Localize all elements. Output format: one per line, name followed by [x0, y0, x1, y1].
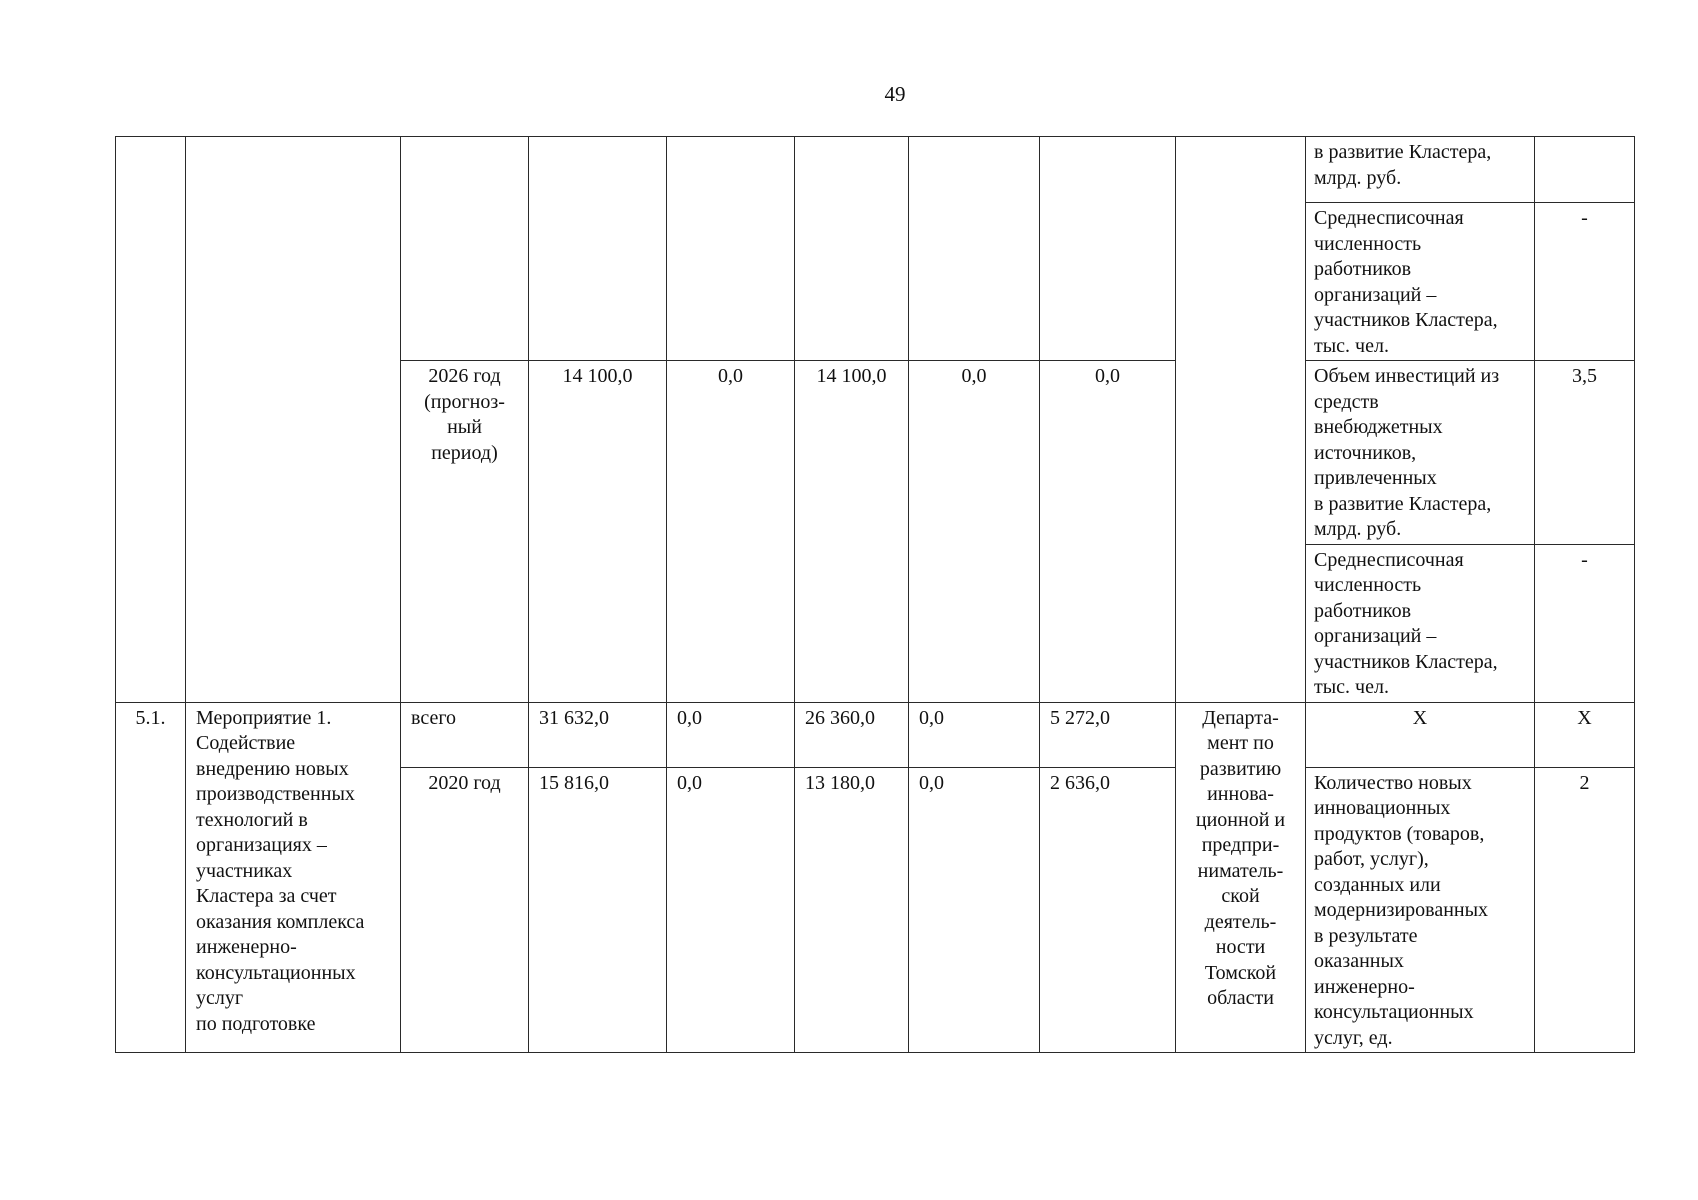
indicator-text: продуктов (товаров,: [1314, 822, 1485, 845]
indicator-text: численность: [1314, 232, 1422, 255]
cell-target: -: [1535, 544, 1635, 702]
cell-number: 5.1.: [116, 702, 186, 1053]
cell-total: 15 816,0: [529, 767, 667, 1053]
indicator-text: модернизированных: [1314, 899, 1489, 921]
name-text: по подготовке: [196, 1012, 316, 1035]
cell-indicator: [1306, 767, 1535, 1053]
cell-target: Х: [1535, 702, 1635, 767]
table-row: [116, 137, 1635, 203]
cell-period: [401, 361, 529, 703]
cell-federal: 0,0: [667, 702, 795, 767]
name-text: организациях –: [196, 834, 327, 856]
cell-local: 0,0: [909, 767, 1040, 1053]
indicator-text: Среднесписочная: [1314, 548, 1464, 571]
cell-local-cont: [909, 137, 1040, 361]
indicator-text: внебюджетных: [1314, 416, 1443, 438]
indicator-text: численность: [1314, 574, 1422, 596]
indicator-text: участников Кластера,: [1314, 650, 1498, 673]
indicator-text: консультационных: [1314, 1001, 1474, 1023]
cell-indicator: [1306, 137, 1535, 203]
cell-total-cont: [529, 137, 667, 361]
cell-indicator: [1306, 544, 1535, 702]
executor-text: Департа-: [1202, 706, 1279, 729]
cell-indicator: [1306, 203, 1535, 361]
cell-regional-cont: [795, 137, 909, 361]
executor-text: Томской: [1204, 961, 1277, 984]
cell-name: [186, 702, 401, 1053]
cell-indicator: [1306, 361, 1535, 545]
cell-total: 31 632,0: [529, 702, 667, 767]
period-text: (прогноз-: [424, 390, 505, 413]
indicator-text: тыс. чел.: [1314, 676, 1389, 698]
cell-extra: 5 272,0: [1040, 702, 1176, 767]
cell-period-cont: [401, 137, 529, 361]
indicator-text: работников: [1314, 599, 1412, 622]
indicator-text: в результате: [1314, 924, 1418, 947]
indicator-text: работников: [1314, 258, 1412, 280]
indicator-text: работ, услуг),: [1314, 848, 1429, 870]
cell-local: 0,0: [909, 702, 1040, 767]
indicator-text: в развитие Кластера,: [1314, 492, 1492, 515]
period-text: период): [431, 441, 498, 464]
cell-extra: 0,0: [1040, 361, 1176, 703]
cell-target: 3,5: [1535, 361, 1635, 545]
name-text: Мероприятие 1.: [196, 706, 332, 729]
cell-target: [1535, 137, 1635, 203]
name-text: технологий в: [196, 808, 308, 831]
cell-federal: 0,0: [667, 767, 795, 1053]
cell-total: 14 100,0: [529, 361, 667, 703]
indicator-text: источников,: [1314, 441, 1417, 464]
name-text: оказания комплекса: [196, 910, 365, 933]
name-text: участниках: [196, 859, 293, 882]
period-text: ный: [447, 416, 482, 438]
cell-target: -: [1535, 203, 1635, 361]
executor-text: мент по: [1207, 732, 1274, 754]
table-row: [116, 702, 1635, 767]
cell-extra-cont: [1040, 137, 1176, 361]
executor-text: ниматель-: [1197, 859, 1284, 882]
executor-text: иннова-: [1207, 783, 1274, 805]
name-text: услуг: [196, 987, 244, 1009]
executor-text: предпри-: [1201, 834, 1280, 856]
indicator-text: участников Кластера,: [1314, 309, 1498, 331]
indicator-text: созданных или: [1314, 873, 1441, 896]
name-text: производственных: [196, 783, 355, 805]
cell-target: 2: [1535, 767, 1635, 1053]
indicator-text: оказанных: [1314, 950, 1404, 972]
indicator-text: услуг, ед.: [1314, 1026, 1393, 1049]
cell-name-cont: [186, 137, 401, 703]
cell-executor-cont: [1176, 137, 1306, 703]
indicator-text: млрд. руб.: [1314, 166, 1402, 189]
cell-regional: 26 360,0: [795, 702, 909, 767]
indicator-text: Среднесписочная: [1314, 207, 1464, 229]
executor-text: ционной и: [1195, 808, 1286, 831]
indicator-text: млрд. руб.: [1314, 518, 1402, 540]
indicator-text: средств: [1314, 390, 1379, 413]
cell-number-cont: [116, 137, 186, 703]
name-text: Содействие: [196, 732, 296, 754]
cell-period: всего: [401, 702, 529, 767]
cell-federal-cont: [667, 137, 795, 361]
indicator-text: организаций –: [1314, 283, 1437, 306]
cell-federal: 0,0: [667, 361, 795, 703]
name-text: консультационных: [196, 961, 356, 984]
name-text: внедрению новых: [196, 757, 349, 780]
executor-text: ности: [1215, 936, 1266, 958]
executor-text: деятель-: [1204, 910, 1277, 933]
indicator-text: привлеченных: [1314, 467, 1437, 489]
name-text: инженерно-: [196, 936, 297, 958]
indicator-text: тыс. чел.: [1314, 334, 1389, 357]
executor-text: области: [1207, 987, 1274, 1009]
cell-period: 2020 год: [401, 767, 529, 1053]
indicator-text: Количество новых: [1314, 771, 1472, 794]
cell-regional: 14 100,0: [795, 361, 909, 703]
cell-regional: 13 180,0: [795, 767, 909, 1053]
indicator-text: организаций –: [1314, 625, 1437, 647]
indicator-text: инновационных: [1314, 797, 1451, 819]
period-text: 2026 год: [428, 365, 501, 387]
cell-executor: [1176, 702, 1306, 1053]
executor-text: ской: [1221, 885, 1260, 907]
indicator-text: инженерно-: [1314, 975, 1415, 998]
page-number: 49: [884, 82, 906, 106]
executor-text: развитию: [1199, 757, 1282, 780]
cell-local: 0,0: [909, 361, 1040, 703]
name-text: Кластера за счет: [196, 885, 337, 907]
indicator-text: Объем инвестиций из: [1314, 365, 1500, 387]
indicator-text: в развитие Кластера,: [1314, 141, 1492, 163]
cell-indicator: Х: [1306, 702, 1535, 767]
program-table: [115, 136, 1635, 1053]
cell-extra: 2 636,0: [1040, 767, 1176, 1053]
